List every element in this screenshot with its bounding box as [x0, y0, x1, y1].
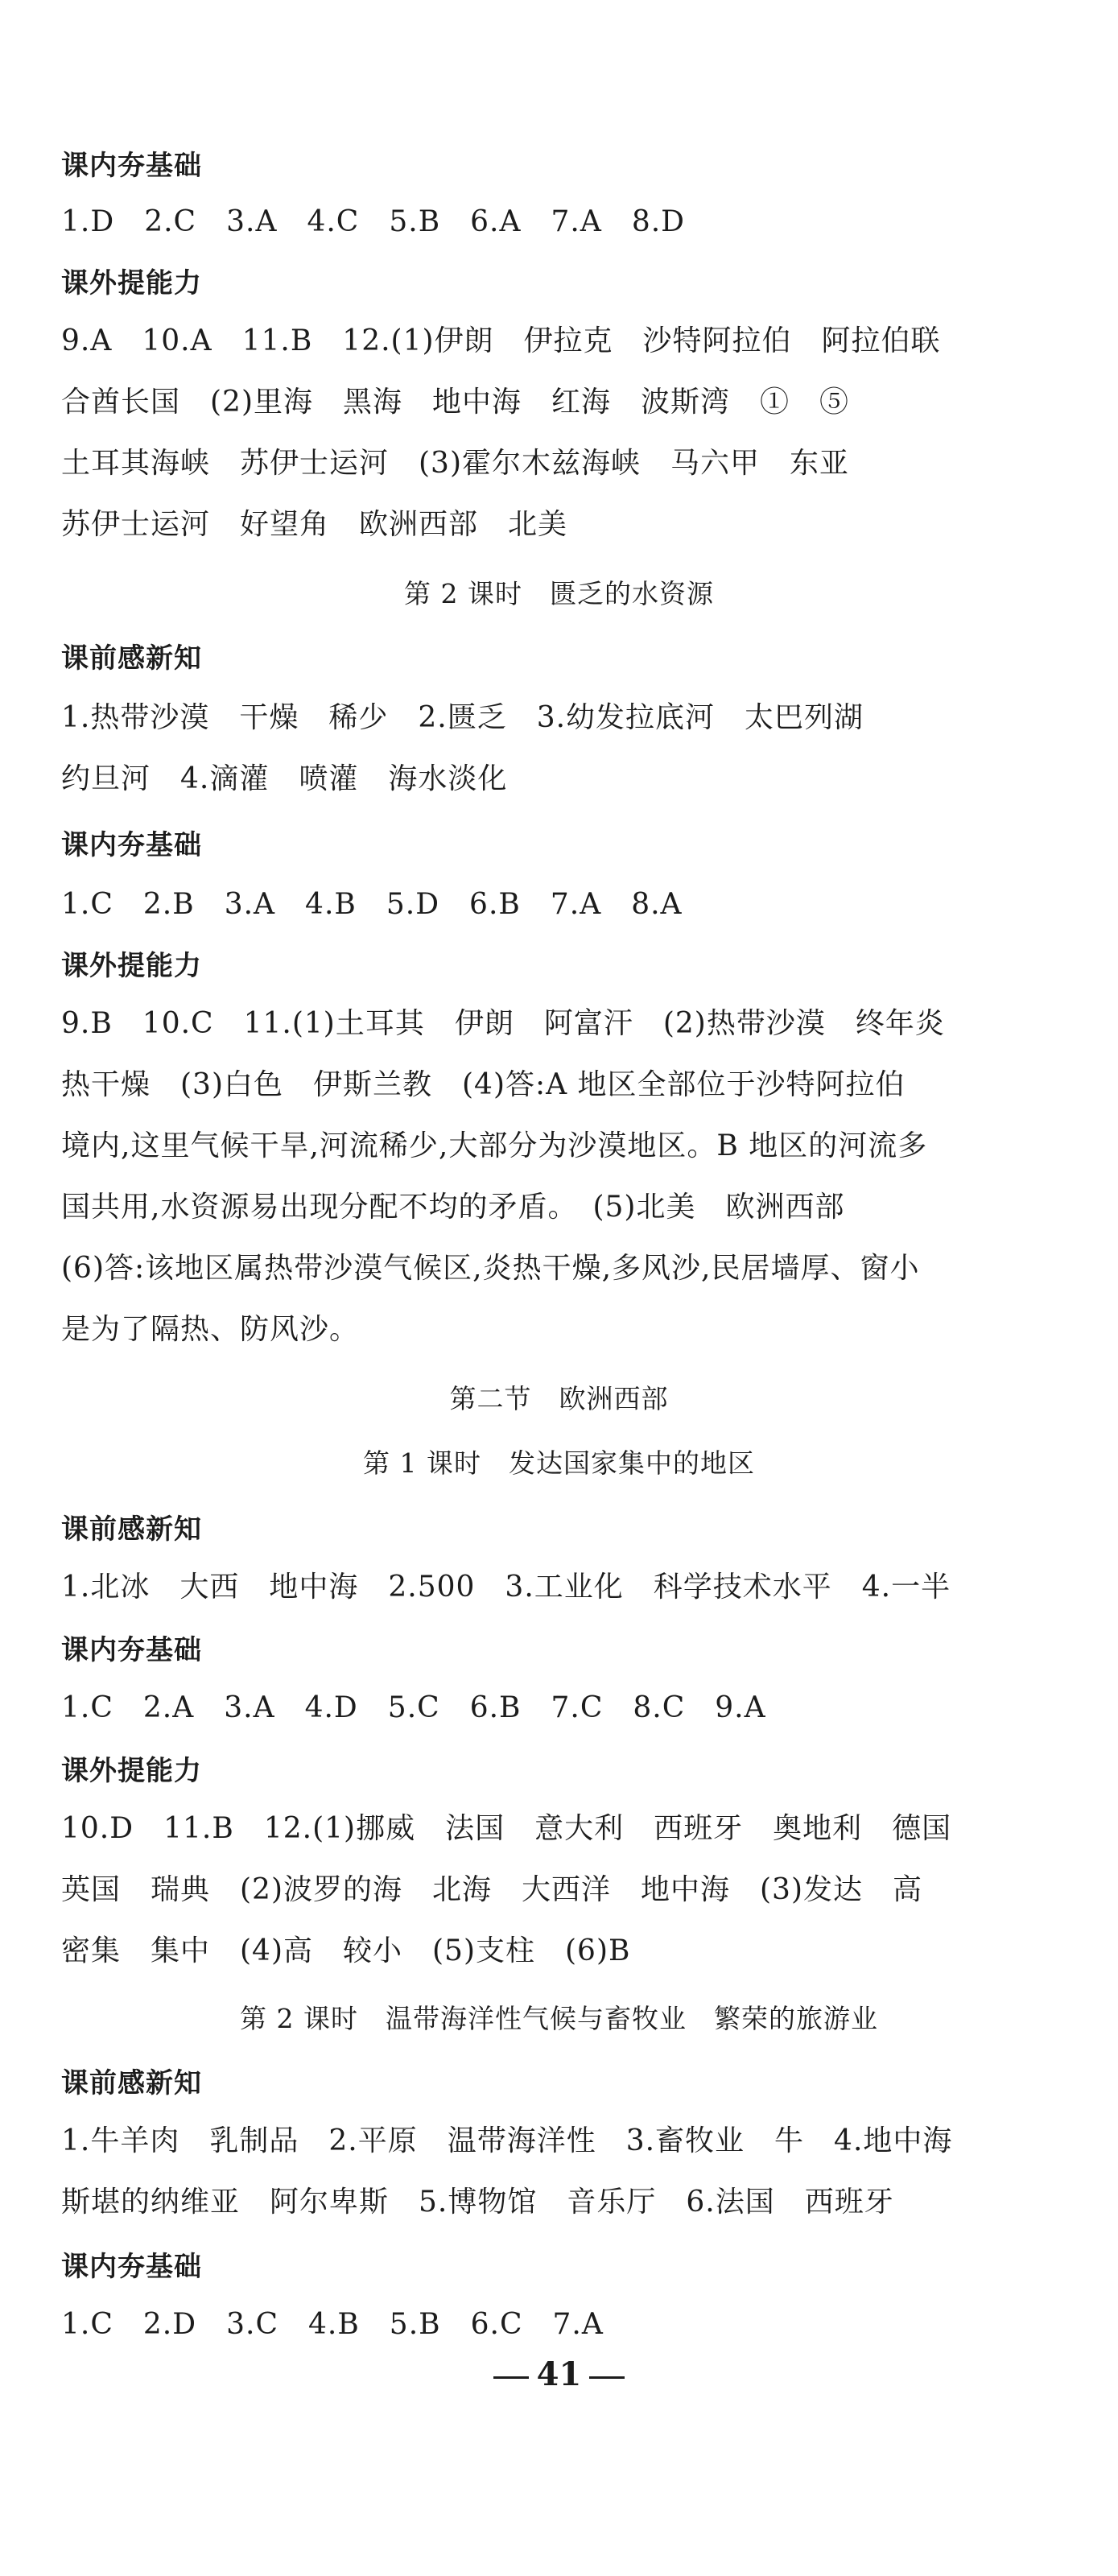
answer-line: 1.牛羊肉 乳制品 2.平原 温带海洋性 3.畜牧业 牛 4.地中海: [61, 2124, 953, 2157]
answer-line: 9.A 10.A 11.B 12.(1)伊朗 伊拉克 沙特阿拉伯 阿拉伯联: [61, 324, 941, 357]
section-heading: 课外提能力: [61, 267, 202, 299]
answer-line: 约旦河 4.滴灌 喷灌 海水淡化: [61, 762, 508, 795]
answer-line: 10.D 11.B 12.(1)挪威 法国 意大利 西班牙 奥地利 德国: [61, 1812, 952, 1845]
answer-line: 是为了隔热、防风沙。: [61, 1313, 360, 1346]
answer-line: 1.D 2.C 3.A 4.C 5.B 6.A 7.A 8.D: [61, 205, 686, 238]
section-heading: 课外提能力: [61, 950, 202, 982]
answer-line: 9.B 10.C 11.(1)土耳其 伊朗 阿富汗 (2)热带沙漠 终年炎: [61, 1007, 945, 1040]
answer-line: 合酋长国 (2)里海 黑海 地中海 红海 波斯湾 ① ⑤: [61, 386, 849, 419]
answer-line: 斯堪的纳维亚 阿尔卑斯 5.博物馆 音乐厅 6.法国 西班牙: [61, 2186, 894, 2219]
answer-line: 1.C 2.D 3.C 4.B 5.B 6.C 7.A: [61, 2308, 604, 2341]
section-heading: 课外提能力: [61, 1755, 202, 1787]
section-heading: 课内夯基础: [61, 2251, 202, 2283]
section-heading: 课前感新知: [61, 1513, 202, 1546]
answer-line: 热干燥 (3)白色 伊斯兰教 (4)答:A 地区全部位于沙特阿拉伯: [61, 1068, 906, 1101]
answer-line: 1.热带沙漠 干燥 稀少 2.匮乏 3.幼发拉底河 太巴列湖: [61, 701, 864, 734]
section-heading: 课内夯基础: [61, 150, 202, 182]
page-number-text: 41: [536, 2355, 582, 2393]
answer-line: 1.C 2.A 3.A 4.D 5.C 6.B 7.C 8.C 9.A: [61, 1691, 766, 1724]
answer-line: 英国 瑞典 (2)波罗的海 北海 大西洋 地中海 (3)发达 高: [61, 1873, 922, 1906]
section-heading: 课前感新知: [61, 642, 202, 675]
section-heading: 课前感新知: [61, 2067, 202, 2099]
page-number: [0, 2354, 1118, 2396]
answer-line: 土耳其海峡 苏伊士运河 (3)霍尔木兹海峡 马六甲 东亚: [61, 447, 849, 480]
answer-line: 国共用,水资源易出现分配不均的矛盾。 (5)北美 欧洲西部: [61, 1191, 845, 1224]
section-heading: 课内夯基础: [61, 829, 202, 861]
lesson-title: 第 2 课时 温带海洋性气候与畜牧业 繁荣的旅游业: [240, 2003, 878, 2034]
lesson-title: 第 1 课时 发达国家集中的地区: [363, 1447, 755, 1479]
answer-line: 境内,这里气候干旱,河流稀少,大部分为沙漠地区。B 地区的河流多: [61, 1129, 928, 1162]
answer-line: (6)答:该地区属热带沙漠气候区,炎热干燥,多风沙,民居墙厚、窗小: [61, 1252, 920, 1285]
answer-line: 1.C 2.B 3.A 4.B 5.D 6.B 7.A 8.A: [61, 888, 683, 921]
answer-line: 1.北冰 大西 地中海 2.500 3.工业化 科学技术水平 4.一半: [61, 1571, 951, 1604]
answer-line: 苏伊士运河 好望角 欧洲西部 北美: [61, 508, 568, 541]
answer-line: 密集 集中 (4)高 较小 (5)支柱 (6)B: [61, 1934, 631, 1967]
lesson-title: 第 2 课时 匮乏的水资源: [404, 578, 714, 609]
lesson-title: 第二节 欧洲西部: [449, 1383, 669, 1414]
page-number-dash-right: [589, 2376, 625, 2379]
page-number-dash-left: [493, 2376, 529, 2379]
section-heading: 课内夯基础: [61, 1634, 202, 1666]
